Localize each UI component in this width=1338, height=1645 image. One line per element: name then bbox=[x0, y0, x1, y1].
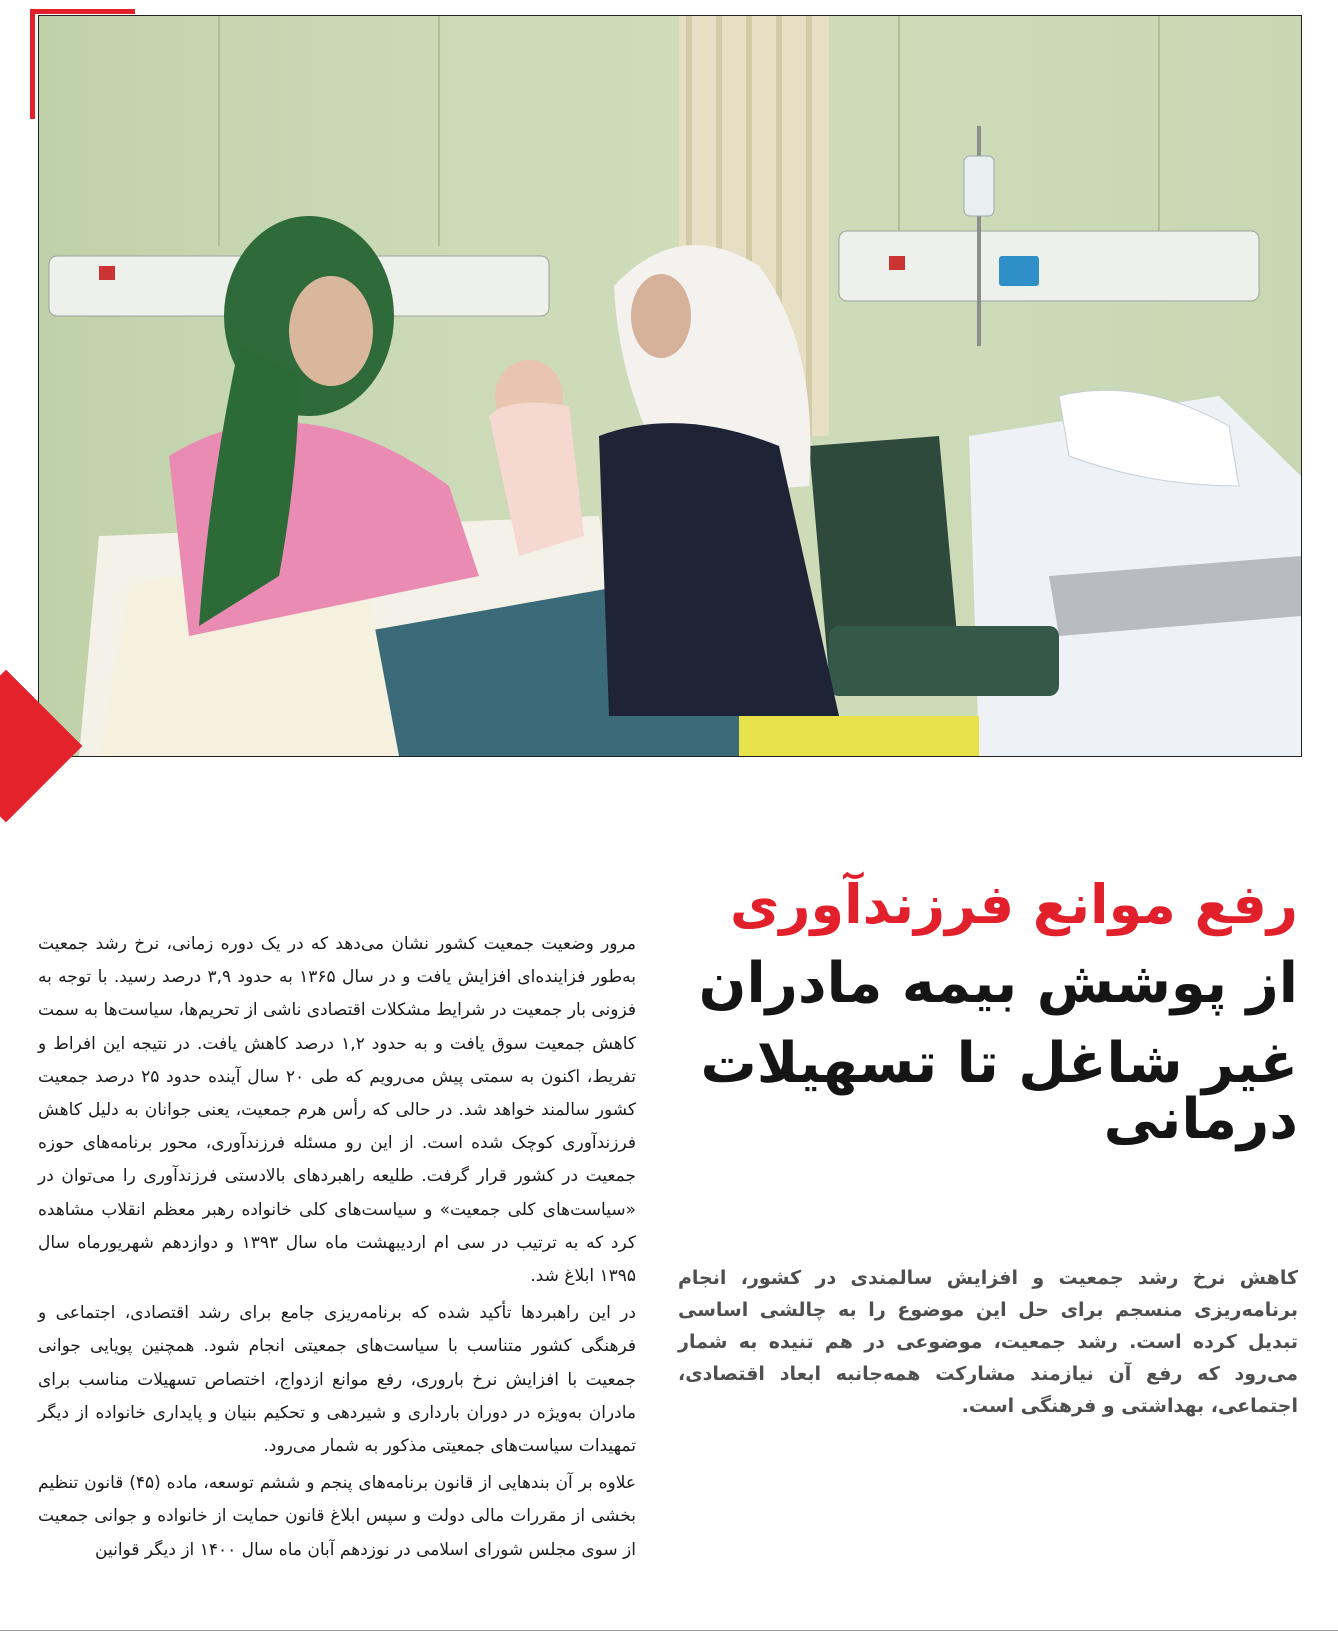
body-paragraph: مرور وضعیت جمعیت کشور نشان می‌دهد که در یک دوره زمانی، نرخ رشد جمعیت به‌طور فزاینده‌ای افزایش یافت و در سال ۱۳۶۵ به حدود ۳,۹ درصد رسید. با توجه به فزونی بار جمعیت در شرایط مشکلات اقتصادی ناشی از تحریم‌ها، سیاست‌ها به سمت کاهش جمعیت سوق یافت و به حدود ۱,۲ درصد کاهش یافت. در نتیجه این افراط و تفریط، اکنون به سمتی پیش می‌رویم که طی ۲۰ سال آینده حدود ۲۵ درصد جمعیت کشور سالمند خواهد شد. در حالی که رأس هرم جمعیت، یعنی جوانان به دلیل کاهش فرزندآوری کوچک شده است. از این رو مسئله فرزندآوری، محور برنامه‌های حوزه جمعیت در کشور قرار گرفت. طلیعه راهبردهای بالادستی فرزندآوری را می‌توان در «سیاست‌های کلی جمعیت» و سیاست‌های کلی خانواده رهبر معظم انقلاب مشاهده کرد که به ترتیب در سی ام اردیبهشت ماه سال ۱۳۹۳ و دوازدهم شهریورماه سال ۱۳۹۵ ابلاغ شد. bbox=[38, 934, 636, 1287]
hospital-scene-image bbox=[39, 16, 1301, 756]
article-photo bbox=[38, 15, 1302, 757]
article-headline bbox=[658, 873, 1298, 1152]
body-paragraph: در این راهبردها تأکید شده که برنامه‌ریزی جامع برای رشد اقتصادی، اجتماعی و فرهنگی کشور متناسب با سیاست‌های جمعیتی انجام شود. همچنین پویایی جوانی جمعیت با افزایش نرخ باروری، رفع موانع ازدواج، اختصاص تسهیلات مناسب برای مادران به‌ویژه در دوران بارداری و شیردهی و تحکیم بنیان و پایداری خانواده از دیگر تمهیدات سیاست‌های جمعیتی مذکور به شمار می‌رود. bbox=[38, 1303, 636, 1457]
body-paragraph: علاوه بر آن بندهایی از قانون برنامه‌های پنجم و ششم توسعه، ماده (۴۵) قانون تنظیم بخشی از مقررات مالی دولت و سپس ابلاغ قانون حمایت از خانواده و جوانی جمعیت از سوی مجلس شورای اسلامی در نوزدهم آبان ماه سال ۱۴۰۰ از دیگر قوانین bbox=[38, 1473, 636, 1560]
article-lead: کاهش نرخ رشد جمعیت و افزایش سالمندی در کشور، انجام برنامه‌ریزی منسجم برای حل این موضوع را به چالشی اساسی تبدیل کرده است. رشد جمعیت، موضوعی در هم تنیده به شمار می‌رود که رفع آن نیازمند مشارکت همه‌جانبه ابعاد اقتصادی، اجتماعی، بهداشتی و فرهنگی است. bbox=[678, 1267, 1298, 1417]
corner-accent-left bbox=[30, 9, 35, 119]
headline-line-3: غیر شاغل تا تسهیلات درمانی bbox=[700, 1031, 1298, 1152]
headline-line-1: رفع موانع فرزندآوری bbox=[729, 873, 1298, 936]
corner-accent-top bbox=[30, 9, 135, 14]
bottom-divider bbox=[0, 1630, 1338, 1631]
article-body bbox=[38, 928, 636, 1567]
headline-line-2: از پوشش بیمه مادران bbox=[698, 951, 1298, 1016]
